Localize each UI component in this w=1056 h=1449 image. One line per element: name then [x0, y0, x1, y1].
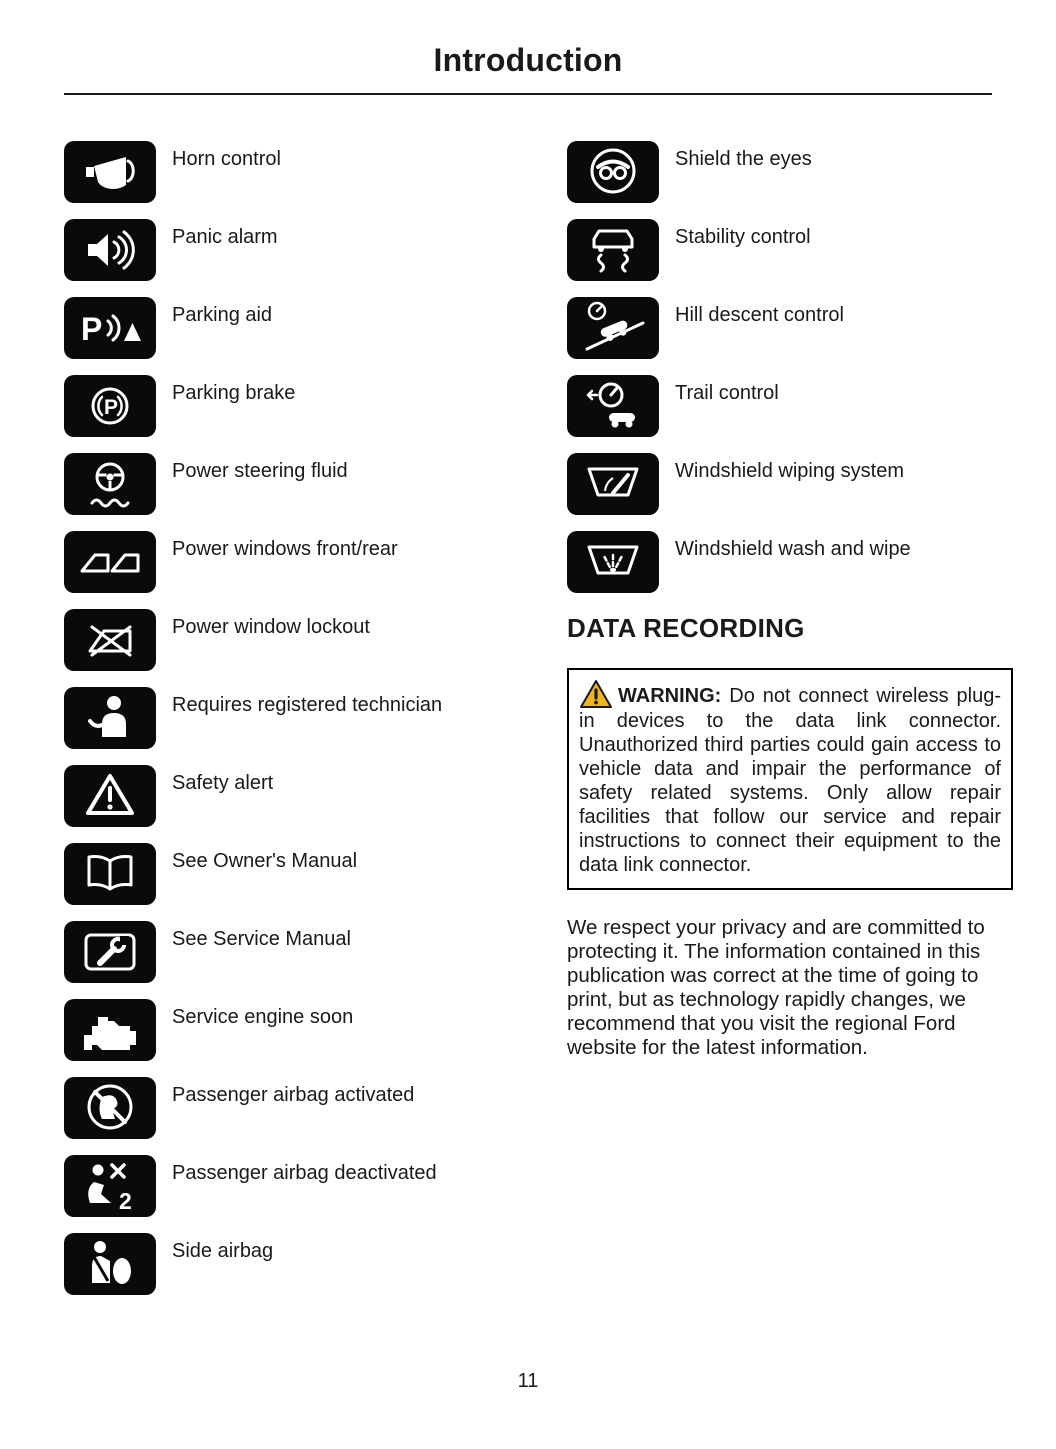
symbol-item	[567, 453, 1016, 515]
symbol-item	[64, 297, 567, 359]
side-airbag-icon	[64, 1233, 156, 1295]
power-steering-fluid-icon	[64, 453, 156, 515]
parking-aid-icon	[64, 297, 156, 359]
power-window-lockout-icon	[64, 609, 156, 671]
shield-eyes-icon	[567, 141, 659, 203]
symbol-item	[64, 531, 567, 593]
service-engine-icon	[64, 999, 156, 1061]
windshield-wash-icon	[567, 531, 659, 593]
power-windows-icon	[64, 531, 156, 593]
symbol-label: Windshield wiping system	[675, 460, 904, 482]
symbol-label: Windshield wash and wipe	[675, 538, 911, 560]
hill-descent-control-icon	[567, 297, 659, 359]
privacy-paragraph: We respect your privacy and are committed to protecting it. The information contained in this publication was correct at the time of going to print, but as technology rapidly changes, we recommend that you visit the regional Ford website for the latest information.	[567, 916, 985, 1059]
symbol-item	[567, 219, 1016, 281]
symbol-label: Power steering fluid	[172, 460, 348, 482]
symbol-item	[64, 219, 567, 281]
symbol-label: Side airbag	[172, 1240, 274, 1262]
warning-triangle-icon	[579, 679, 613, 709]
symbol-label: Panic alarm	[172, 226, 278, 248]
warning-label: WARNING:	[618, 685, 722, 707]
symbol-label: Parking aid	[172, 304, 273, 326]
symbol-label: Trail control	[675, 382, 779, 404]
passenger-airbag-deactivated-icon	[64, 1155, 156, 1217]
symbol-item	[64, 921, 567, 983]
panic-alarm-icon	[64, 219, 156, 281]
symbol-list-right	[567, 141, 1016, 1311]
symbol-item	[64, 843, 567, 905]
content-columns	[64, 141, 1002, 1311]
page-title: Introduction	[433, 42, 623, 78]
warning-body: Do not connect wireless plug-in devices to the data link connector. Unauthorized third parties could gain access to vehicle data and impair the performance of safety related systems. Only allow repair facilities that follow our service and repair instructions to connect their equipment to the data link connector.	[579, 685, 1002, 876]
title-divider	[64, 93, 992, 95]
stability-control-icon	[567, 219, 659, 281]
symbol-item	[64, 1155, 567, 1217]
symbol-item	[64, 141, 567, 203]
trail-control-icon	[567, 375, 659, 437]
service-manual-icon	[64, 921, 156, 983]
symbol-item	[567, 297, 1016, 359]
symbol-label: Power windows front/rear	[172, 538, 398, 560]
warning-text	[579, 679, 1001, 877]
symbol-label: Stability control	[675, 226, 811, 248]
parking-brake-icon	[64, 375, 156, 437]
symbol-item	[64, 765, 567, 827]
safety-alert-icon	[64, 765, 156, 827]
symbol-label: Horn control	[172, 148, 281, 170]
symbol-item	[64, 453, 567, 515]
symbol-item	[64, 999, 567, 1061]
symbol-item	[64, 687, 567, 749]
owners-manual-icon	[64, 843, 156, 905]
symbol-item	[64, 1233, 567, 1295]
symbol-label: Parking brake	[172, 382, 296, 404]
registered-technician-icon	[64, 687, 156, 749]
horn-icon	[64, 141, 156, 203]
symbol-item	[567, 141, 1016, 203]
section-heading-data-recording: DATA RECORDING	[567, 613, 805, 643]
svg-text:P: P	[81, 311, 103, 347]
symbol-label: See Owner's Manual	[172, 850, 358, 872]
symbol-label: Hill descent control	[675, 304, 844, 326]
symbol-label: Passenger airbag activated	[172, 1084, 415, 1106]
symbol-item	[64, 1077, 567, 1139]
symbol-list-left	[64, 141, 567, 1311]
symbol-label: Power window lockout	[172, 616, 370, 638]
svg-text:2: 2	[119, 1188, 132, 1214]
symbol-label: Safety alert	[172, 772, 274, 794]
page-number: 11	[517, 1370, 539, 1392]
symbol-item	[64, 609, 567, 671]
symbol-item	[567, 531, 1016, 593]
symbol-item	[567, 375, 1016, 437]
svg-text:P: P	[104, 396, 119, 419]
passenger-airbag-activated-icon	[64, 1077, 156, 1139]
windshield-wiping-icon	[567, 453, 659, 515]
symbol-label: Service engine soon	[172, 1006, 354, 1028]
symbol-label: Shield the eyes	[675, 148, 812, 170]
symbol-item	[64, 375, 567, 437]
symbol-label: See Service Manual	[172, 928, 351, 950]
warning-box	[567, 668, 1013, 890]
symbol-label: Passenger airbag deactivated	[172, 1162, 437, 1184]
symbol-label: Requires registered technician	[172, 694, 443, 716]
page-footer	[0, 1370, 1056, 1393]
